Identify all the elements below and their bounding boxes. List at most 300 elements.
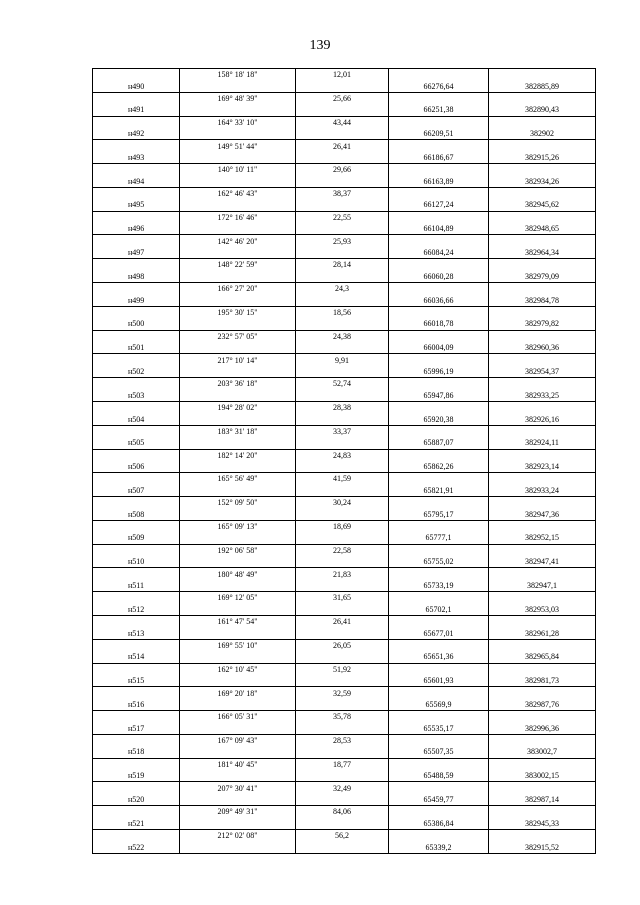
- coordinate-y: 382987,76: [489, 699, 596, 711]
- coordinate-y: 382915,26: [489, 152, 596, 164]
- empty-cell: [489, 306, 596, 318]
- segment-length: 24,3: [296, 283, 389, 295]
- direction-angle: 164° 33' 10": [180, 116, 296, 128]
- point-name: н506: [93, 461, 180, 473]
- coordinate-y: 382915,52: [489, 841, 596, 853]
- empty-cell: [296, 437, 389, 449]
- coordinate-x: 65920,38: [389, 413, 489, 425]
- empty-cell: [180, 80, 296, 92]
- point-row: [93, 770, 596, 782]
- segment-row: [93, 520, 596, 532]
- segment-length: 25,66: [296, 92, 389, 104]
- direction-angle: 217° 10' 14": [180, 354, 296, 366]
- coordinate-x: 66018,78: [389, 318, 489, 330]
- coordinate-x: 66251,38: [389, 104, 489, 116]
- segment-length: 43,44: [296, 116, 389, 128]
- empty-cell: [389, 401, 489, 413]
- direction-angle: 203° 36' 18": [180, 378, 296, 390]
- empty-cell: [489, 473, 596, 485]
- segment-length: 41,59: [296, 473, 389, 485]
- empty-cell: [489, 92, 596, 104]
- coordinate-x: 65651,36: [389, 651, 489, 663]
- empty-cell: [296, 294, 389, 306]
- segment-row: [93, 116, 596, 128]
- empty-cell: [389, 782, 489, 794]
- coordinate-y: 382933,24: [489, 485, 596, 497]
- segment-row: [93, 330, 596, 342]
- point-name: н517: [93, 722, 180, 734]
- empty-cell: [296, 271, 389, 283]
- empty-cell: [489, 711, 596, 723]
- segment-length: 84,06: [296, 806, 389, 818]
- empty-cell: [180, 413, 296, 425]
- empty-cell: [296, 627, 389, 639]
- segment-row: [93, 568, 596, 580]
- segment-length: 18,77: [296, 758, 389, 770]
- segment-length: 35,78: [296, 711, 389, 723]
- empty-cell: [296, 247, 389, 259]
- empty-cell: [93, 758, 180, 770]
- direction-angle: 142° 46' 20": [180, 235, 296, 247]
- empty-cell: [389, 449, 489, 461]
- empty-cell: [93, 687, 180, 699]
- empty-cell: [180, 294, 296, 306]
- segment-row: [93, 544, 596, 556]
- empty-cell: [296, 223, 389, 235]
- empty-cell: [296, 770, 389, 782]
- empty-cell: [389, 187, 489, 199]
- coordinate-y: 382960,36: [489, 342, 596, 354]
- empty-cell: [389, 568, 489, 580]
- direction-angle: 167° 09' 43": [180, 734, 296, 746]
- empty-cell: [93, 116, 180, 128]
- coordinate-x: 65677,01: [389, 627, 489, 639]
- point-row: [93, 413, 596, 425]
- empty-cell: [180, 176, 296, 188]
- coordinate-y: 383002,15: [489, 770, 596, 782]
- direction-angle: 183° 31' 18": [180, 425, 296, 437]
- empty-cell: [489, 116, 596, 128]
- empty-cell: [489, 211, 596, 223]
- coordinate-y: 382924,11: [489, 437, 596, 449]
- empty-cell: [180, 651, 296, 663]
- empty-cell: [180, 532, 296, 544]
- point-name: н498: [93, 271, 180, 283]
- segment-length: 24,38: [296, 330, 389, 342]
- segment-row: [93, 69, 596, 81]
- direction-angle: 162° 46' 43": [180, 187, 296, 199]
- empty-cell: [489, 830, 596, 842]
- empty-cell: [296, 80, 389, 92]
- direction-angle: 148° 22' 59": [180, 259, 296, 271]
- empty-cell: [296, 532, 389, 544]
- segment-row: [93, 663, 596, 675]
- empty-cell: [180, 627, 296, 639]
- point-row: [93, 604, 596, 616]
- empty-cell: [389, 639, 489, 651]
- point-name: н501: [93, 342, 180, 354]
- empty-cell: [389, 520, 489, 532]
- direction-angle: 162° 10' 45": [180, 663, 296, 675]
- empty-cell: [296, 176, 389, 188]
- empty-cell: [180, 437, 296, 449]
- point-row: [93, 318, 596, 330]
- empty-cell: [296, 366, 389, 378]
- empty-cell: [389, 497, 489, 509]
- coordinate-y: 382953,03: [489, 604, 596, 616]
- segment-row: [93, 782, 596, 794]
- coordinate-y: 382948,65: [489, 223, 596, 235]
- coordinate-x: 66163,89: [389, 176, 489, 188]
- point-name: н496: [93, 223, 180, 235]
- empty-cell: [489, 592, 596, 604]
- empty-cell: [389, 69, 489, 81]
- empty-cell: [489, 806, 596, 818]
- empty-cell: [93, 449, 180, 461]
- coordinate-x: 65862,26: [389, 461, 489, 473]
- point-name: н504: [93, 413, 180, 425]
- segment-row: [93, 259, 596, 271]
- empty-cell: [180, 722, 296, 734]
- segment-row: [93, 497, 596, 509]
- coordinate-x: 65386,84: [389, 818, 489, 830]
- point-name: н512: [93, 604, 180, 616]
- point-row: [93, 199, 596, 211]
- coordinate-x: 66084,24: [389, 247, 489, 259]
- coordinate-y: 382996,36: [489, 722, 596, 734]
- segment-row: [93, 140, 596, 152]
- empty-cell: [389, 235, 489, 247]
- empty-cell: [93, 592, 180, 604]
- point-row: [93, 746, 596, 758]
- empty-cell: [489, 187, 596, 199]
- direction-angle: 169° 55' 10": [180, 639, 296, 651]
- direction-angle: 158° 18' 18": [180, 69, 296, 81]
- segment-length: 21,83: [296, 568, 389, 580]
- empty-cell: [180, 342, 296, 354]
- segment-row: [93, 235, 596, 247]
- segment-length: 9,91: [296, 354, 389, 366]
- point-row: [93, 532, 596, 544]
- segment-length: 28,38: [296, 401, 389, 413]
- empty-cell: [296, 556, 389, 568]
- segment-length: 28,53: [296, 734, 389, 746]
- point-name: н515: [93, 675, 180, 687]
- coordinate-y: 382961,28: [489, 627, 596, 639]
- point-row: [93, 271, 596, 283]
- segment-length: 24,83: [296, 449, 389, 461]
- empty-cell: [296, 318, 389, 330]
- empty-cell: [93, 568, 180, 580]
- point-name: н510: [93, 556, 180, 568]
- coordinate-x: 66209,51: [389, 128, 489, 140]
- empty-cell: [93, 187, 180, 199]
- empty-cell: [489, 378, 596, 390]
- segment-row: [93, 473, 596, 485]
- empty-cell: [180, 746, 296, 758]
- coordinate-y: 382979,82: [489, 318, 596, 330]
- empty-cell: [296, 746, 389, 758]
- empty-cell: [489, 782, 596, 794]
- empty-cell: [296, 413, 389, 425]
- point-row: [93, 294, 596, 306]
- segment-row: [93, 187, 596, 199]
- empty-cell: [296, 128, 389, 140]
- empty-cell: [489, 235, 596, 247]
- empty-cell: [296, 818, 389, 830]
- segment-row: [93, 354, 596, 366]
- empty-cell: [489, 425, 596, 437]
- coordinate-y: 382902: [489, 128, 596, 140]
- direction-angle: 169° 12' 05": [180, 592, 296, 604]
- segment-length: 28,14: [296, 259, 389, 271]
- coordinate-y: 382947,41: [489, 556, 596, 568]
- direction-angle: 192° 06' 58": [180, 544, 296, 556]
- coordinate-x: 65777,1: [389, 532, 489, 544]
- point-name: н519: [93, 770, 180, 782]
- empty-cell: [93, 544, 180, 556]
- empty-cell: [389, 830, 489, 842]
- empty-cell: [489, 568, 596, 580]
- empty-cell: [489, 354, 596, 366]
- empty-cell: [296, 152, 389, 164]
- point-name: н492: [93, 128, 180, 140]
- empty-cell: [389, 92, 489, 104]
- empty-cell: [389, 734, 489, 746]
- coordinate-y: 382926,16: [489, 413, 596, 425]
- point-row: [93, 675, 596, 687]
- coordinate-y: 382945,62: [489, 199, 596, 211]
- point-name: н520: [93, 794, 180, 806]
- direction-angle: 181° 40' 45": [180, 758, 296, 770]
- direction-angle: 212° 02' 08": [180, 830, 296, 842]
- segment-length: 32,49: [296, 782, 389, 794]
- point-name: н491: [93, 104, 180, 116]
- empty-cell: [389, 711, 489, 723]
- segment-length: 18,56: [296, 306, 389, 318]
- coordinate-y: 382964,34: [489, 247, 596, 259]
- empty-cell: [180, 770, 296, 782]
- empty-cell: [93, 354, 180, 366]
- coordinate-y: 382981,73: [489, 675, 596, 687]
- empty-cell: [93, 497, 180, 509]
- coordinate-x: 65821,91: [389, 485, 489, 497]
- coordinate-x: 65755,02: [389, 556, 489, 568]
- empty-cell: [93, 473, 180, 485]
- empty-cell: [489, 259, 596, 271]
- empty-cell: [489, 497, 596, 509]
- direction-angle: 140° 10' 11": [180, 164, 296, 176]
- empty-cell: [93, 211, 180, 223]
- empty-cell: [93, 639, 180, 651]
- empty-cell: [93, 306, 180, 318]
- segment-row: [93, 378, 596, 390]
- empty-cell: [389, 378, 489, 390]
- empty-cell: [489, 449, 596, 461]
- point-row: [93, 247, 596, 259]
- empty-cell: [180, 556, 296, 568]
- coordinate-y: 382987,14: [489, 794, 596, 806]
- point-row: [93, 485, 596, 497]
- coordinate-y: 382954,37: [489, 366, 596, 378]
- empty-cell: [389, 211, 489, 223]
- empty-cell: [180, 104, 296, 116]
- point-row: [93, 651, 596, 663]
- coordinate-y: 383002,7: [489, 746, 596, 758]
- empty-cell: [93, 711, 180, 723]
- segment-length: 25,93: [296, 235, 389, 247]
- empty-cell: [389, 592, 489, 604]
- empty-cell: [180, 604, 296, 616]
- point-row: [93, 342, 596, 354]
- point-row: [93, 580, 596, 592]
- empty-cell: [489, 69, 596, 81]
- point-name: н522: [93, 841, 180, 853]
- point-row: [93, 152, 596, 164]
- empty-cell: [389, 806, 489, 818]
- empty-cell: [93, 235, 180, 247]
- segment-length: 56,2: [296, 830, 389, 842]
- empty-cell: [389, 544, 489, 556]
- empty-cell: [296, 104, 389, 116]
- coordinates-table-body: [93, 69, 596, 854]
- direction-angle: 232° 57' 05": [180, 330, 296, 342]
- empty-cell: [489, 401, 596, 413]
- point-name: н495: [93, 199, 180, 211]
- empty-cell: [180, 794, 296, 806]
- empty-cell: [180, 271, 296, 283]
- empty-cell: [93, 164, 180, 176]
- empty-cell: [489, 663, 596, 675]
- empty-cell: [180, 366, 296, 378]
- point-row: [93, 223, 596, 235]
- coordinate-x: 65996,19: [389, 366, 489, 378]
- point-row: [93, 176, 596, 188]
- empty-cell: [489, 164, 596, 176]
- direction-angle: 207° 30' 41": [180, 782, 296, 794]
- empty-cell: [389, 425, 489, 437]
- coordinate-x: 65488,59: [389, 770, 489, 782]
- segment-row: [93, 306, 596, 318]
- empty-cell: [296, 651, 389, 663]
- empty-cell: [296, 794, 389, 806]
- segment-length: 51,92: [296, 663, 389, 675]
- coordinate-y: 382934,26: [489, 176, 596, 188]
- empty-cell: [296, 675, 389, 687]
- point-row: [93, 556, 596, 568]
- empty-cell: [296, 699, 389, 711]
- coordinate-x: 65702,1: [389, 604, 489, 616]
- empty-cell: [296, 485, 389, 497]
- empty-cell: [489, 140, 596, 152]
- empty-cell: [489, 758, 596, 770]
- coordinate-x: 66276,64: [389, 80, 489, 92]
- empty-cell: [389, 687, 489, 699]
- segment-length: 52,74: [296, 378, 389, 390]
- empty-cell: [180, 818, 296, 830]
- empty-cell: [93, 69, 180, 81]
- point-name: н507: [93, 485, 180, 497]
- coordinate-y: 382933,25: [489, 390, 596, 402]
- segment-length: 18,69: [296, 520, 389, 532]
- empty-cell: [93, 806, 180, 818]
- empty-cell: [489, 615, 596, 627]
- empty-cell: [93, 259, 180, 271]
- empty-cell: [489, 283, 596, 295]
- point-name: н521: [93, 818, 180, 830]
- point-name: н503: [93, 390, 180, 402]
- empty-cell: [489, 687, 596, 699]
- coordinate-x: 66060,28: [389, 271, 489, 283]
- empty-cell: [296, 390, 389, 402]
- empty-cell: [180, 580, 296, 592]
- direction-angle: 166° 05' 31": [180, 711, 296, 723]
- coordinate-y: 382979,09: [489, 271, 596, 283]
- point-name: н500: [93, 318, 180, 330]
- page-number: 139: [309, 38, 331, 53]
- empty-cell: [389, 758, 489, 770]
- segment-row: [93, 639, 596, 651]
- empty-cell: [93, 425, 180, 437]
- empty-cell: [180, 223, 296, 235]
- direction-angle: 161° 47' 54": [180, 615, 296, 627]
- direction-angle: 169° 48' 39": [180, 92, 296, 104]
- coordinate-x: 65507,35: [389, 746, 489, 758]
- point-row: [93, 366, 596, 378]
- coordinate-x: 66036,66: [389, 294, 489, 306]
- segment-length: 26,41: [296, 615, 389, 627]
- empty-cell: [489, 520, 596, 532]
- point-row: [93, 841, 596, 853]
- empty-cell: [180, 675, 296, 687]
- empty-cell: [489, 734, 596, 746]
- direction-angle: 165° 56' 49": [180, 473, 296, 485]
- empty-cell: [180, 247, 296, 259]
- empty-cell: [180, 390, 296, 402]
- segment-length: 12,01: [296, 69, 389, 81]
- empty-cell: [93, 378, 180, 390]
- point-row: [93, 80, 596, 92]
- segment-length: 22,55: [296, 211, 389, 223]
- direction-angle: 152° 09' 50": [180, 497, 296, 509]
- point-row: [93, 461, 596, 473]
- point-row: [93, 128, 596, 140]
- direction-angle: 194° 28' 02": [180, 401, 296, 413]
- coordinate-x: 65601,93: [389, 675, 489, 687]
- coordinate-x: 66186,67: [389, 152, 489, 164]
- empty-cell: [93, 92, 180, 104]
- coordinate-y: 382952,15: [489, 532, 596, 544]
- coordinates-table: [92, 68, 596, 854]
- point-name: н499: [93, 294, 180, 306]
- empty-cell: [180, 461, 296, 473]
- point-row: [93, 508, 596, 520]
- segment-row: [93, 711, 596, 723]
- segment-row: [93, 92, 596, 104]
- point-row: [93, 390, 596, 402]
- empty-cell: [389, 259, 489, 271]
- coordinate-x: 66127,24: [389, 199, 489, 211]
- empty-cell: [389, 164, 489, 176]
- direction-angle: 182° 14' 20": [180, 449, 296, 461]
- segment-length: 26,41: [296, 140, 389, 152]
- segment-row: [93, 164, 596, 176]
- coordinate-x: 66004,09: [389, 342, 489, 354]
- empty-cell: [489, 544, 596, 556]
- coordinate-y: 382890,43: [489, 104, 596, 116]
- empty-cell: [296, 342, 389, 354]
- empty-cell: [389, 140, 489, 152]
